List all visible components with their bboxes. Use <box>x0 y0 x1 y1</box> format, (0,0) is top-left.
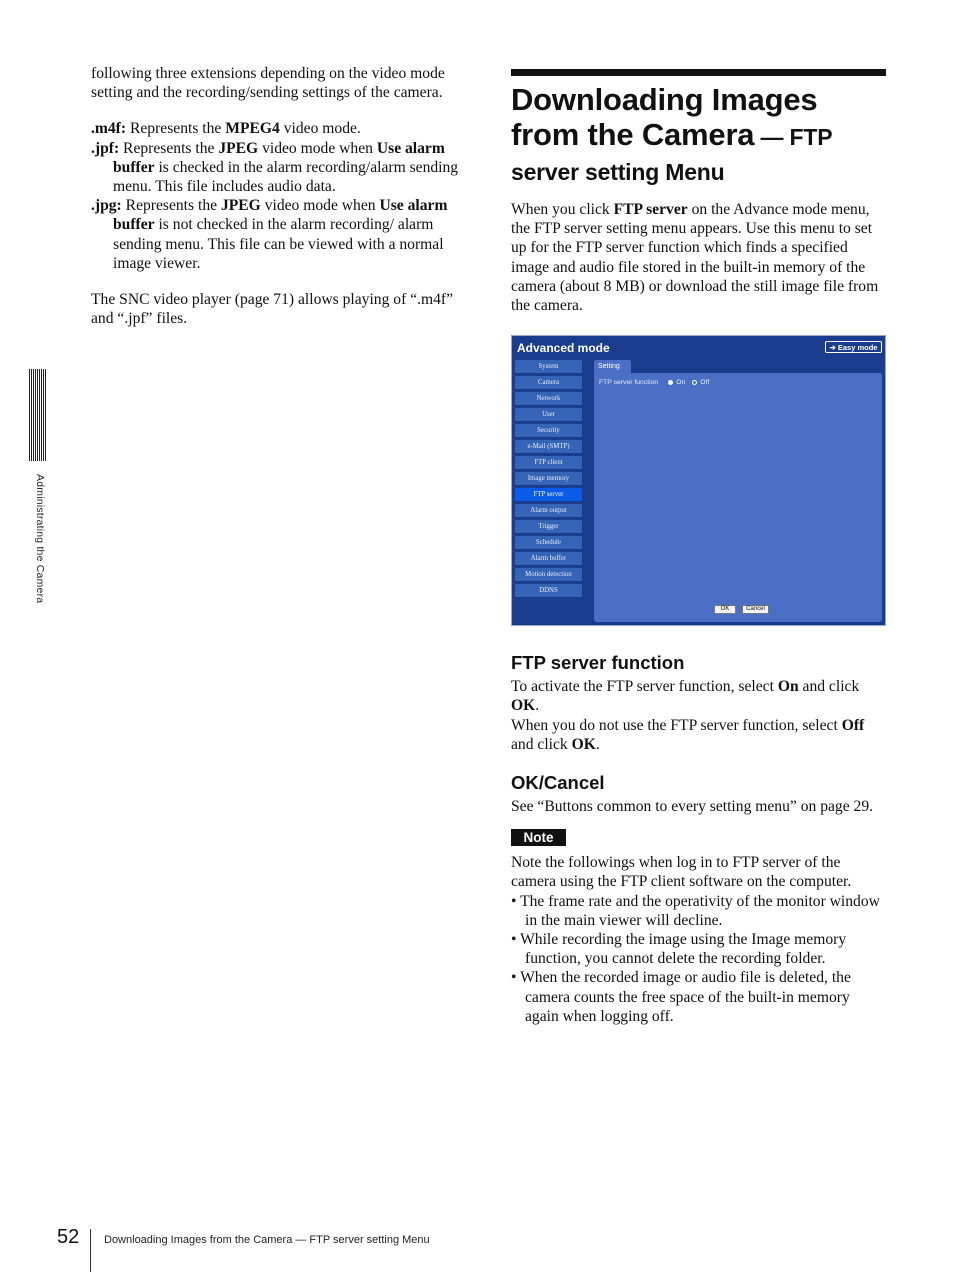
text: video mode. <box>279 120 361 138</box>
menu-item-schedule[interactable]: Schedule <box>515 536 582 549</box>
easy-mode-label: Easy mode <box>837 342 878 352</box>
note-badge-row <box>511 829 886 847</box>
text: and click <box>798 678 860 696</box>
title-line-1: Downloading Images <box>511 82 818 117</box>
title-rule <box>511 69 886 76</box>
bold: FTP server <box>613 201 688 218</box>
note-bullet: • The frame rate and the operativity of the monitor window in the main viewer will decline. <box>511 892 880 929</box>
setting-panel <box>594 373 882 622</box>
menu-item-ddns[interactable]: DDNS <box>515 584 582 597</box>
bold: OK <box>571 735 596 753</box>
screenshot-title: Advanced mode <box>517 341 610 355</box>
player-note: The SNC video player (page 71) allows playing of “.m4f” and “.jpf” files. <box>91 291 454 328</box>
term-m4f: .m4f: <box>91 120 127 138</box>
ok-button[interactable]: OK <box>714 605 736 614</box>
menu-item-network[interactable]: Network <box>515 392 582 405</box>
ftp-server-function-heading: FTP server function <box>511 652 685 674</box>
note-bullet: • When the recorded image or audio file is deleted, the camera counts the free space of the built-in memory again when logging off. <box>511 969 851 1025</box>
intro-continuation: following three extensions depending on the video mode setting and the recording/sending settings of the camera. <box>91 65 445 102</box>
menu-item-image-memory[interactable]: Image memory <box>515 472 582 485</box>
term-jpf: .jpf: <box>91 139 120 157</box>
text: . <box>595 735 600 753</box>
text: Represents the <box>126 120 226 138</box>
intro-paragraph <box>511 200 886 315</box>
on-radio[interactable] <box>668 380 673 385</box>
ftp-function-label: FTP server function <box>599 379 659 386</box>
menu-item-security[interactable]: Security <box>515 424 582 437</box>
side-section-label: Administrating the Camera <box>34 474 46 604</box>
menu-item-alarm-buffer[interactable]: Alarm buffer <box>515 552 582 565</box>
menu-item-motion-detection[interactable]: Motion detection <box>515 568 582 581</box>
advanced-mode-screenshot <box>511 335 886 626</box>
section-thumb-tab <box>29 369 46 461</box>
menu-item-ftp-client[interactable]: FTP client <box>515 456 582 469</box>
text: . <box>535 697 540 715</box>
bold: Use alarm buffer <box>113 197 448 234</box>
bold: MPEG4 <box>225 120 280 138</box>
menu-item-alarm-output[interactable]: Alarm output <box>515 504 582 517</box>
text: Represents the <box>119 139 219 157</box>
bold: Off <box>841 716 865 734</box>
menu-item-camera[interactable]: Camera <box>515 376 582 389</box>
bold: JPEG <box>220 197 261 215</box>
cancel-button[interactable]: Cancel <box>742 605 769 614</box>
ext-m4f <box>91 119 469 138</box>
page-number: 52 <box>57 1226 80 1248</box>
note-intro: Note the followings when log in to FTP server of the camera using the FTP client software on the computer. <box>511 854 852 891</box>
menu-item-email[interactable]: e-Mail (SMTP) <box>515 440 582 453</box>
title-dash: — FTP <box>754 124 833 150</box>
term-jpg: .jpg: <box>91 197 122 215</box>
menu-item-system[interactable]: System <box>515 360 582 373</box>
text: is checked in the alarm recording/alarm sending menu. This file includes audio data. <box>113 158 459 196</box>
note-badge: Note <box>511 829 566 846</box>
footer-running-title: Downloading Images from the Camera — FTP server setting Menu <box>104 1234 430 1246</box>
note-bullets <box>511 892 886 1026</box>
ftp-function-text <box>511 677 886 754</box>
text: and click <box>511 735 572 753</box>
off-radio[interactable] <box>692 380 697 385</box>
ext-jpg <box>91 196 469 273</box>
text: When you do not use the FTP server function, select <box>511 716 842 734</box>
bold: On <box>777 678 799 696</box>
off-label: Off <box>700 379 710 386</box>
footer-rule <box>90 1229 91 1272</box>
title-line-2: from the Camera <box>511 117 755 152</box>
text: is not checked in the alarm recording/ alarm sending menu. This file can be viewed with a normal image viewer. <box>113 216 444 272</box>
ext-jpf <box>91 139 469 197</box>
ok-cancel-text: See “Buttons common to every setting menu” on page 29. <box>511 798 874 816</box>
on-label: On <box>676 379 686 386</box>
text: Represents the <box>121 197 221 215</box>
tab-setting[interactable]: Setting <box>594 360 631 374</box>
bold: Use alarm buffer <box>113 139 445 176</box>
text: video mode when <box>258 139 377 157</box>
arrow-right-icon: ➔ <box>829 342 836 352</box>
page-title <box>511 82 886 189</box>
ok-cancel-heading: OK/Cancel <box>511 772 605 794</box>
screenshot-menu <box>515 360 582 600</box>
text: video mode when <box>260 197 380 215</box>
ftp-server-function-row <box>599 379 709 386</box>
easy-mode-button[interactable] <box>825 341 882 353</box>
bold: OK <box>511 697 536 715</box>
text: To activate the FTP server function, select <box>511 678 778 696</box>
menu-item-ftp-server[interactable]: FTP server <box>515 488 582 501</box>
text: When you click <box>511 201 614 218</box>
note-bullet: • While recording the image using the Image memory function, you cannot delete the recording folder. <box>511 931 847 968</box>
title-line-3: server setting Menu <box>511 159 725 185</box>
menu-item-trigger[interactable]: Trigger <box>515 520 582 533</box>
menu-item-user[interactable]: User <box>515 408 582 421</box>
text: on the Advance mode menu, the FTP server setting menu appears. Use this menu to set up for the FTP server function which finds a specified image and audio file stored in the built-in memory of the camera (about 8 MB) or download the still image file from the camera. <box>511 201 879 315</box>
left-column <box>91 64 469 328</box>
bold: JPEG <box>218 139 259 157</box>
